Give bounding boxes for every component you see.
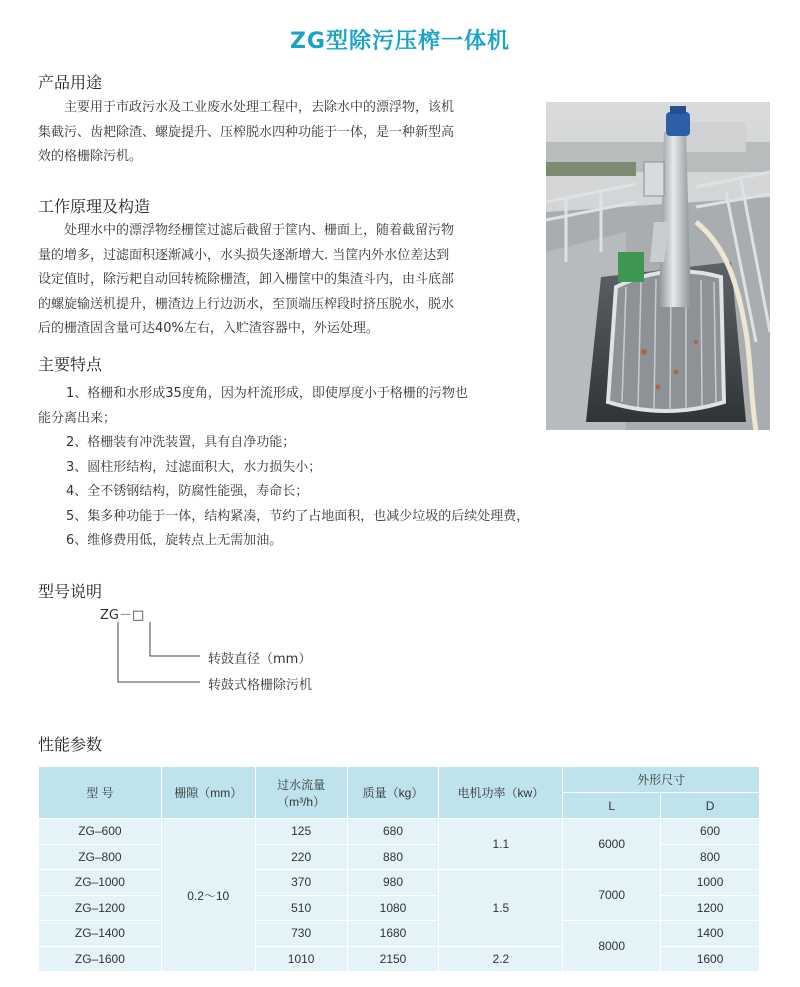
usage-line: 效的格栅除污机。 [38,149,143,164]
feature-item: 4、全不锈钢结构，防腐性能强，寿命长； [66,484,309,499]
cell-L: 6000 [563,819,661,870]
col-header-size: 外形尺寸 [563,767,760,793]
principle-heading: 工作原理及构造 [38,197,151,216]
model-diameter-label: 转鼓直径（mm） [208,652,312,667]
cell-D: 800 [661,844,760,870]
page-title: ZG型除污压榨一体机 [289,29,510,54]
params-heading: 性能参数 [38,735,103,754]
model-type-label: 转鼓式格栅除污机 [208,678,313,693]
col-header-L: L [563,793,661,819]
principle-line: 量的增多，过滤面积逐渐减小，水头损失逐渐增大. 当筐内外水位差达到 [38,247,450,263]
cell-D: 1400 [661,921,760,947]
feature-item: 2、格栅装有冲洗装置，具有自净功能； [66,435,296,450]
usage-text [38,96,538,170]
cell-model: ZG–1400 [39,921,162,947]
principle-line: 的螺旋输送机提升，栅渣边上行边沥水，至顶端压榨段时挤压脱水，脱水 [38,296,455,312]
cell-power: 1.1 [439,819,563,870]
cell-gap: 0.2～10 [161,819,255,972]
usage-line: 集截污、齿耙除渣、螺旋提升、压榨脱水四种功能于一体，是一种新型高 [38,124,455,140]
principle-text [38,219,538,342]
usage-heading: 产品用途 [38,73,103,92]
cell-mass: 880 [347,844,439,870]
table-row [39,921,760,947]
model-code: ZG－□ [100,608,145,623]
cell-flow: 510 [255,895,347,921]
product-photo [546,102,770,430]
feature-item: 能分离出来； [38,410,117,426]
table-row [39,819,760,845]
cell-flow: 730 [255,921,347,947]
cell-model: ZG–1000 [39,870,162,896]
features-heading: 主要特点 [38,355,103,374]
col-header-model: 型 号 [39,767,162,819]
col-header-gap: 栅隙（mm） [161,767,255,819]
cell-flow: 220 [255,844,347,870]
cell-mass: 2150 [347,946,439,972]
cell-mass: 1680 [347,921,439,947]
cell-model: ZG–600 [39,819,162,845]
cell-D: 1000 [661,870,760,896]
feature-item: 1、格栅和水形成35度角，因为杆流形成，即使厚度小于格栅的污物也 [66,386,468,401]
cell-D: 1200 [661,895,760,921]
feature-item: 5、集多种功能于一体，结构紧凑，节约了占地面积，也减少垃圾的后续处理费， [66,508,530,524]
feature-item: 6、维修费用低，旋转点上无需加油。 [66,533,283,548]
col-header-flow-unit: （m³/h） [277,794,326,809]
cell-L: 7000 [563,870,661,921]
model-code-diagram [100,600,400,693]
principle-line: 处理水中的漂浮物经栅筐过滤后截留于筐内、栅面上，随着截留污物 [64,223,455,238]
cell-D: 1600 [661,946,760,972]
cell-power: 1.5 [439,870,563,947]
col-header-flow-label: 过水流量 [277,777,326,792]
cell-L: 8000 [563,921,661,972]
model-heading: 型号说明 [38,582,103,601]
table-row [39,870,760,896]
cell-power: 2.2 [439,946,563,972]
col-header-D: D [661,793,760,819]
col-header-mass: 质量（kg） [347,767,439,819]
feature-item: 3、圆柱形结构，过滤面积大，水力损失小； [66,459,322,475]
cell-mass: 680 [347,819,439,845]
principle-line: 设定值时，除污耙自动回转梳除栅渣，卸入栅筐中的集渣斗内，由斗底部 [38,272,455,287]
principle-line: 后的栅渣固含量可达40%左右，入贮渣容器中，外运处理。 [38,321,379,336]
features-list [38,382,598,554]
cell-flow: 125 [255,819,347,845]
cell-model: ZG–1200 [39,895,162,921]
col-header-power: 电机功率（kw） [439,767,563,819]
cell-D: 600 [661,819,760,845]
cell-model: ZG–800 [39,844,162,870]
cell-flow: 1010 [255,946,347,972]
usage-line: 主要用于市政污水及工业废水处理工程中，去除水中的漂浮物，该机 [64,100,455,115]
col-header-flow [255,767,347,819]
cell-mass: 980 [347,870,439,896]
cell-model: ZG–1600 [39,946,162,972]
spec-table [38,766,760,972]
cell-flow: 370 [255,870,347,896]
cell-mass: 1080 [347,895,439,921]
